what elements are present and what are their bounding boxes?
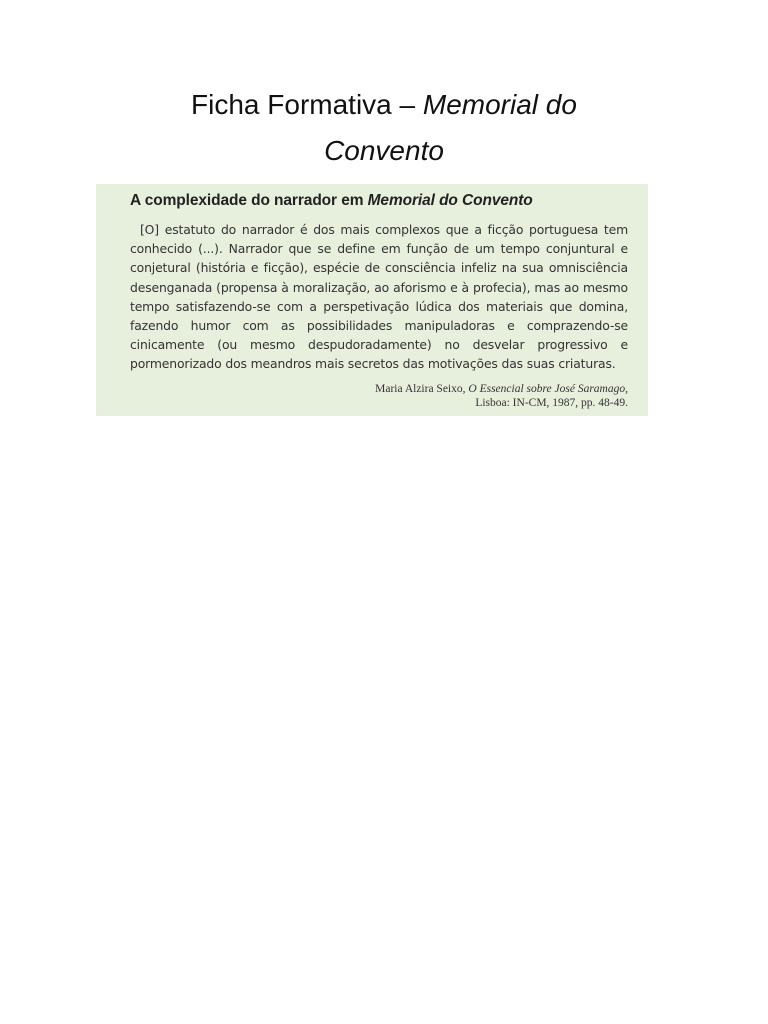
- excerpt-heading: [130, 188, 628, 214]
- citation-work: O Essencial sobre José Saramago: [468, 382, 626, 395]
- excerpt-heading-plain: A complexidade do narrador em: [130, 192, 368, 209]
- title-plain: Ficha Formativa –: [191, 89, 423, 120]
- excerpt-heading-italic: Memorial do Convento: [367, 192, 533, 209]
- page-title: [96, 82, 672, 174]
- excerpt-body: [O] estatuto do narrador é dos mais complexos que a ficção portuguesa tem conhecido (...). Narrador que se define em função de um tempo conjuntural e conjetural (história e ficção), espécie de consciência infeliz na sua omnisciência desenganada (propensa à moralização, ao aforismo e à profecia), mas ao mesmo tempo satisfazendo-se com a perspetivação lúdica dos materiais que domina, fazendo humor com as possibilidades manipuladoras e comprazendo-se cinicamente (ou mesmo despudoradamente) no desvelar progressivo e pormenorizado dos meandros mais secretos das motivações das suas criaturas.: [130, 222, 628, 372]
- citation-author: Maria Alzira Seixo,: [375, 382, 469, 395]
- excerpt-citation: [130, 382, 628, 410]
- citation-punct: ,: [625, 382, 628, 395]
- excerpt-box: [96, 184, 648, 416]
- title-italic-line1: Memorial do: [422, 89, 577, 120]
- title-italic-line2: Convento: [324, 135, 444, 166]
- citation-publisher: Lisboa: IN-CM, 1987, pp. 48-49.: [475, 396, 628, 409]
